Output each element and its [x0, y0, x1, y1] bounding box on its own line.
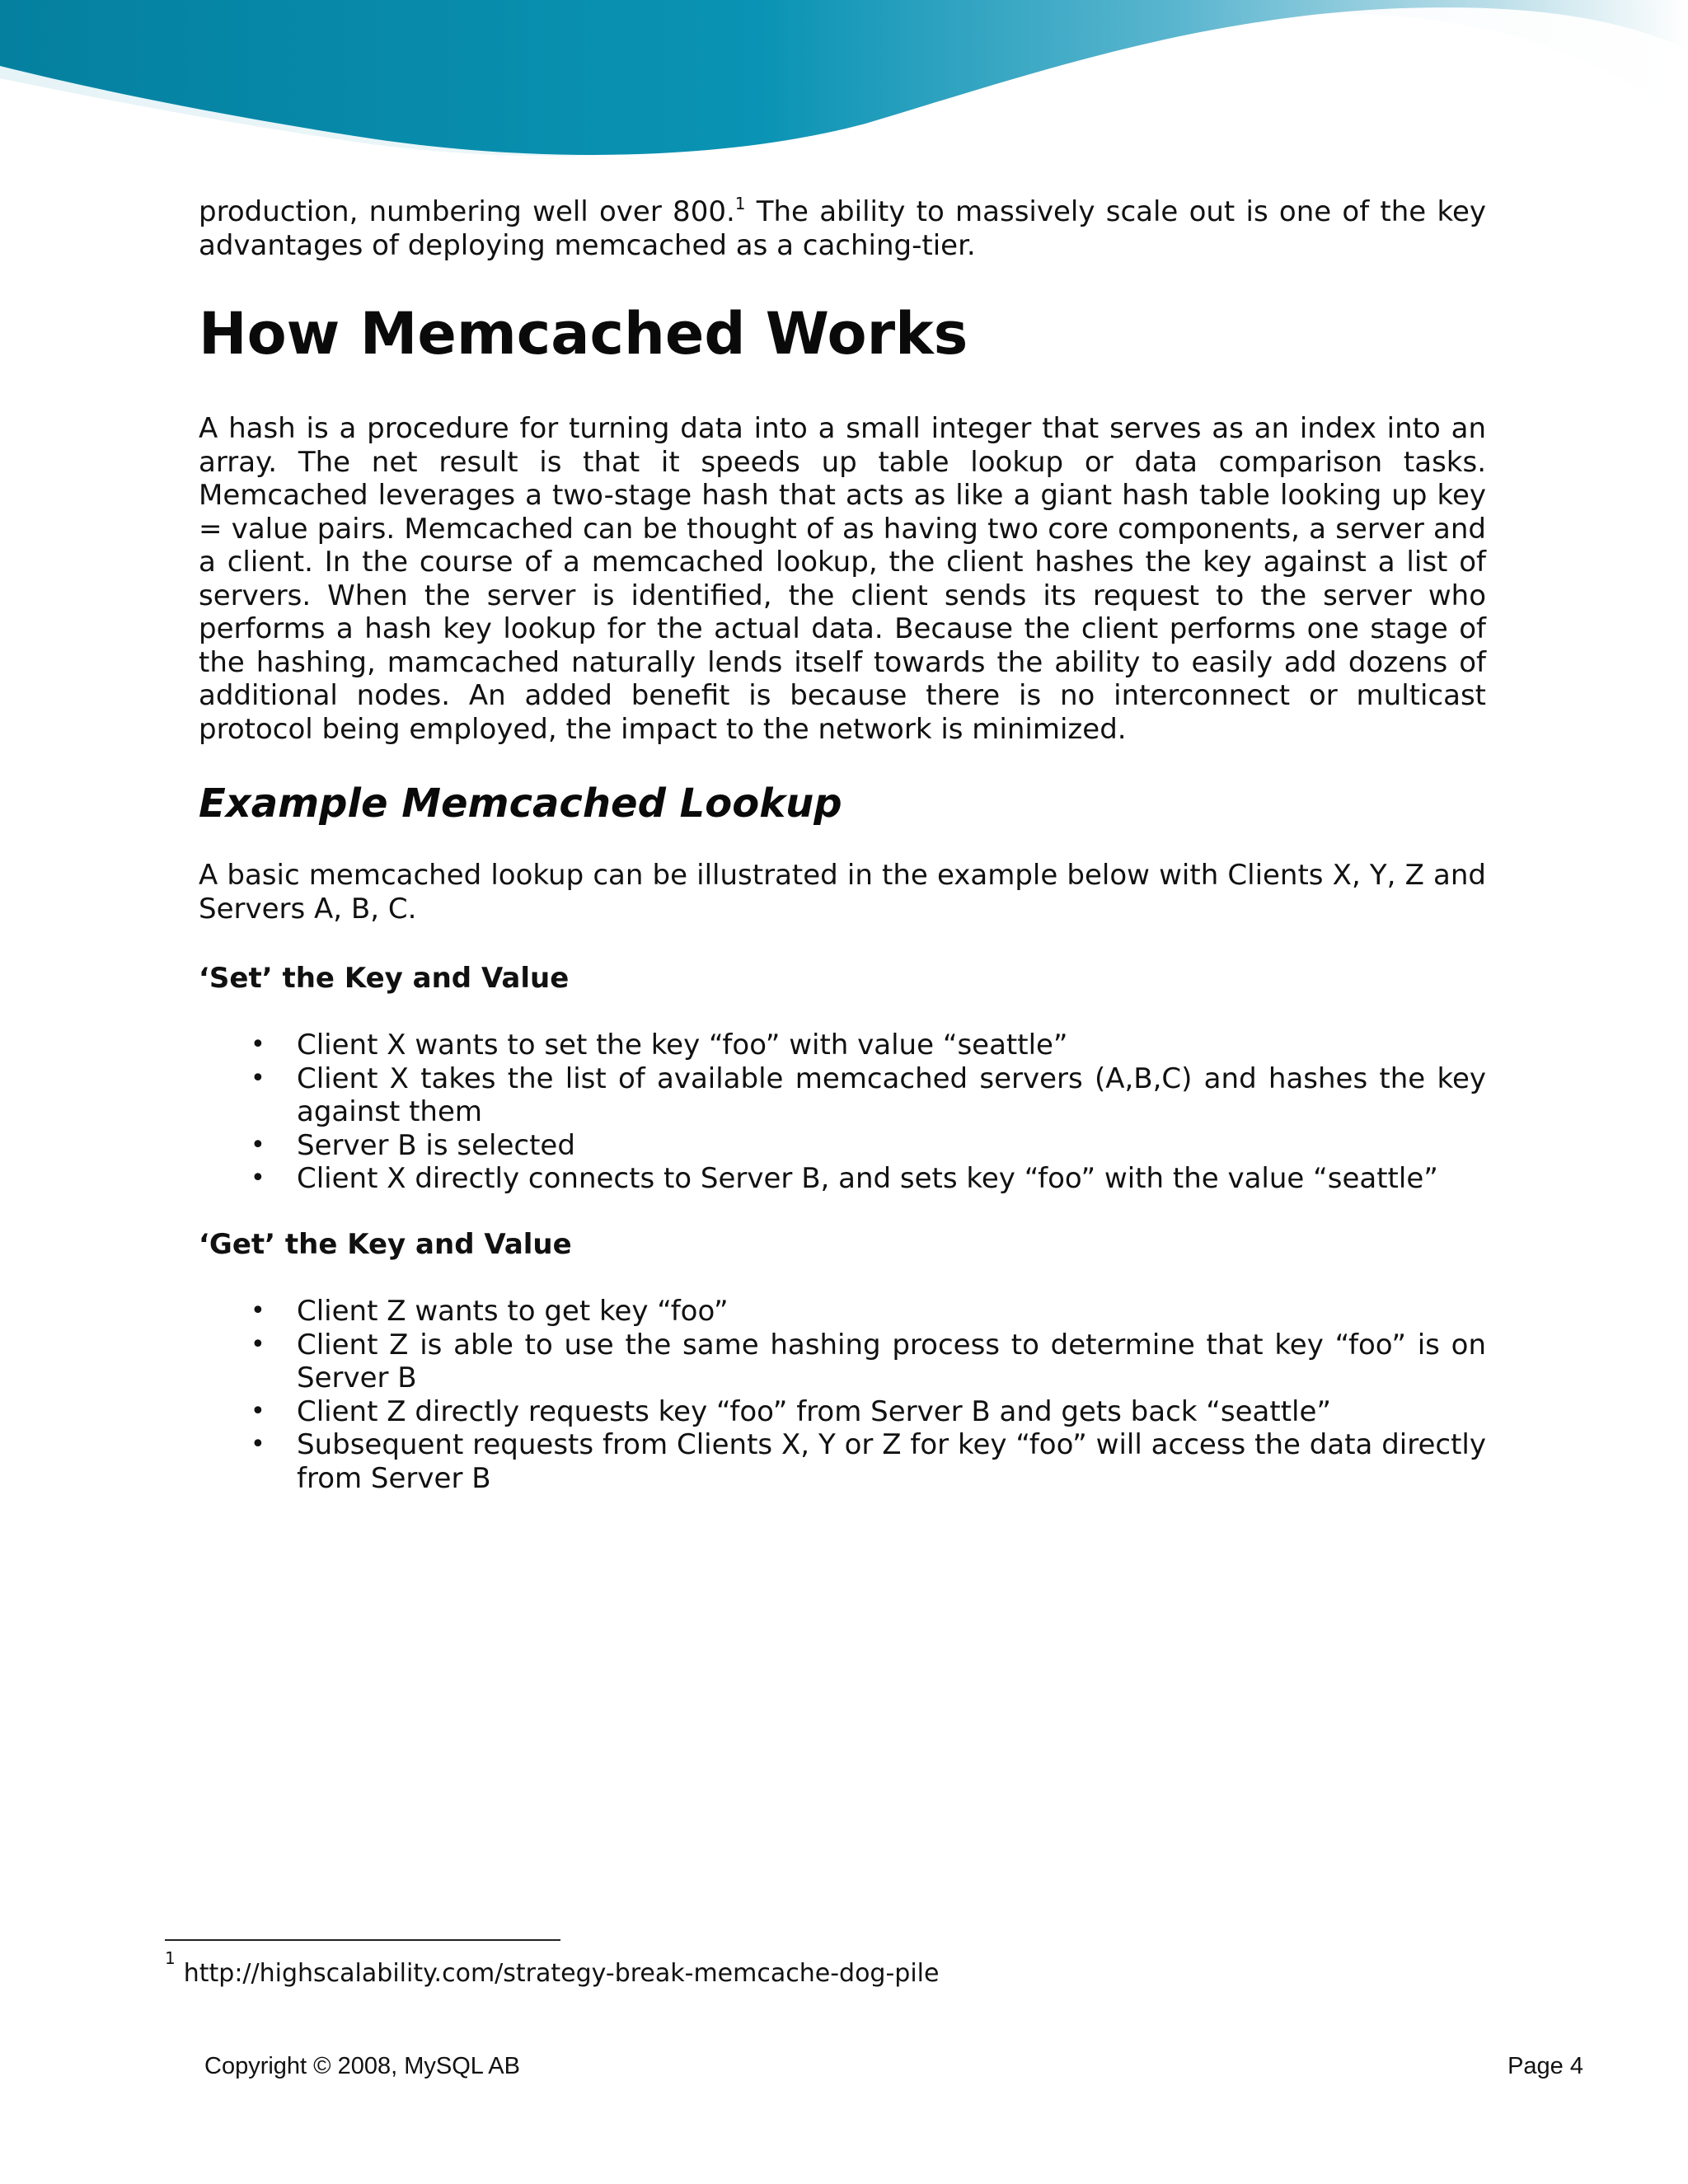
list-item-text: Client X takes the list of available memcached servers (A,B,C) and hashes the key against them [297, 1062, 1486, 1128]
bullet-icon: • [251, 1063, 265, 1093]
bullet-icon: • [251, 1430, 265, 1459]
list-item [199, 1329, 1486, 1395]
bullet-icon: • [251, 1296, 265, 1325]
body-paragraph-text: A hash is a procedure for turning data into a small integer that serves as an index into an array. The net result is that it speeds up table lookup or data comparison tasks. Memcached leverages a two-stage hash that acts as like a giant hash table looking up key = value pairs. Memcached can be thought of as having two core components, a server and a client. In the course of a memcached lookup, the client hashes the key against a list of servers. When the server is identified, the client sends its request to the server who performs a hash key lookup for the actual data. Because the client performs one stage of the hashing, mamcached naturally lends itself towards the ability to easily add dozens of additional nodes. An added benefit is because there is no interconnect or multicast protocol being employed, the impact to the network is minimized. [199, 412, 1486, 746]
list-item-text: Subsequent requests from Clients X, Y or Z for key “foo” will access the data directly from Server B [297, 1428, 1486, 1495]
intro-text: production, numbering well over 800. [199, 195, 735, 228]
bullet-icon: • [251, 1030, 265, 1059]
footnote [165, 1948, 940, 1989]
footer-copyright: Copyright © 2008, MySQL AB [204, 2053, 520, 2079]
get-section-title: ‘Get’ the Key and Value [199, 1228, 572, 1261]
list-item-text: Client X directly connects to Server B, and sets key “foo” with the value “seattle” [297, 1162, 1438, 1195]
list-item [199, 1295, 1486, 1329]
footnote-number: 1 [165, 1948, 176, 1968]
footnote-reference[interactable]: 1 [734, 194, 746, 213]
list-item-text: Client Z wants to get key “foo” [297, 1295, 729, 1328]
body-paragraph [199, 412, 1486, 746]
section-heading: How Memcached Works [199, 300, 968, 368]
example-intro-paragraph [199, 859, 1486, 926]
footnote-divider [165, 1939, 560, 1941]
list-item [199, 1395, 1486, 1429]
bullet-icon: • [251, 1130, 265, 1160]
list-item [199, 1062, 1486, 1129]
list-item [199, 1029, 1486, 1062]
list-item [199, 1428, 1486, 1495]
list-item-text: Client X wants to set the key “foo” with value “seattle” [297, 1029, 1068, 1062]
bullet-icon: • [251, 1164, 265, 1193]
example-intro-text: A basic memcached lookup can be illustrated in the example below with Clients X, Y, Z and Servers A, B, C. [199, 859, 1486, 926]
list-item-text: Client Z is able to use the same hashing process to determine that key “foo” is on Server B [297, 1328, 1486, 1394]
bullet-icon: • [251, 1329, 265, 1359]
list-item-text: Server B is selected [297, 1128, 575, 1162]
list-item [199, 1129, 1486, 1163]
bullet-icon: • [251, 1396, 265, 1426]
set-bullet-list [199, 1029, 1486, 1196]
intro-paragraph [199, 195, 1486, 262]
header-wave-banner [0, 0, 1688, 173]
list-item-text: Client Z directly requests key “foo” from Server B and gets back “seattle” [297, 1394, 1332, 1428]
subsection-heading: Example Memcached Lookup [199, 780, 842, 827]
footnote-link[interactable]: http://highscalability.com/strategy-break-memcache-dog-pile [183, 1959, 940, 1988]
set-section-title: ‘Set’ the Key and Value [199, 962, 570, 995]
intro-text-continued: The ability to massively scale out is one of the key advantages of deploying memcached as a caching-tier. [199, 195, 1486, 262]
get-bullet-list [199, 1295, 1486, 1495]
footer-page-number: Page 4 [1507, 2053, 1583, 2079]
list-item [199, 1162, 1486, 1196]
